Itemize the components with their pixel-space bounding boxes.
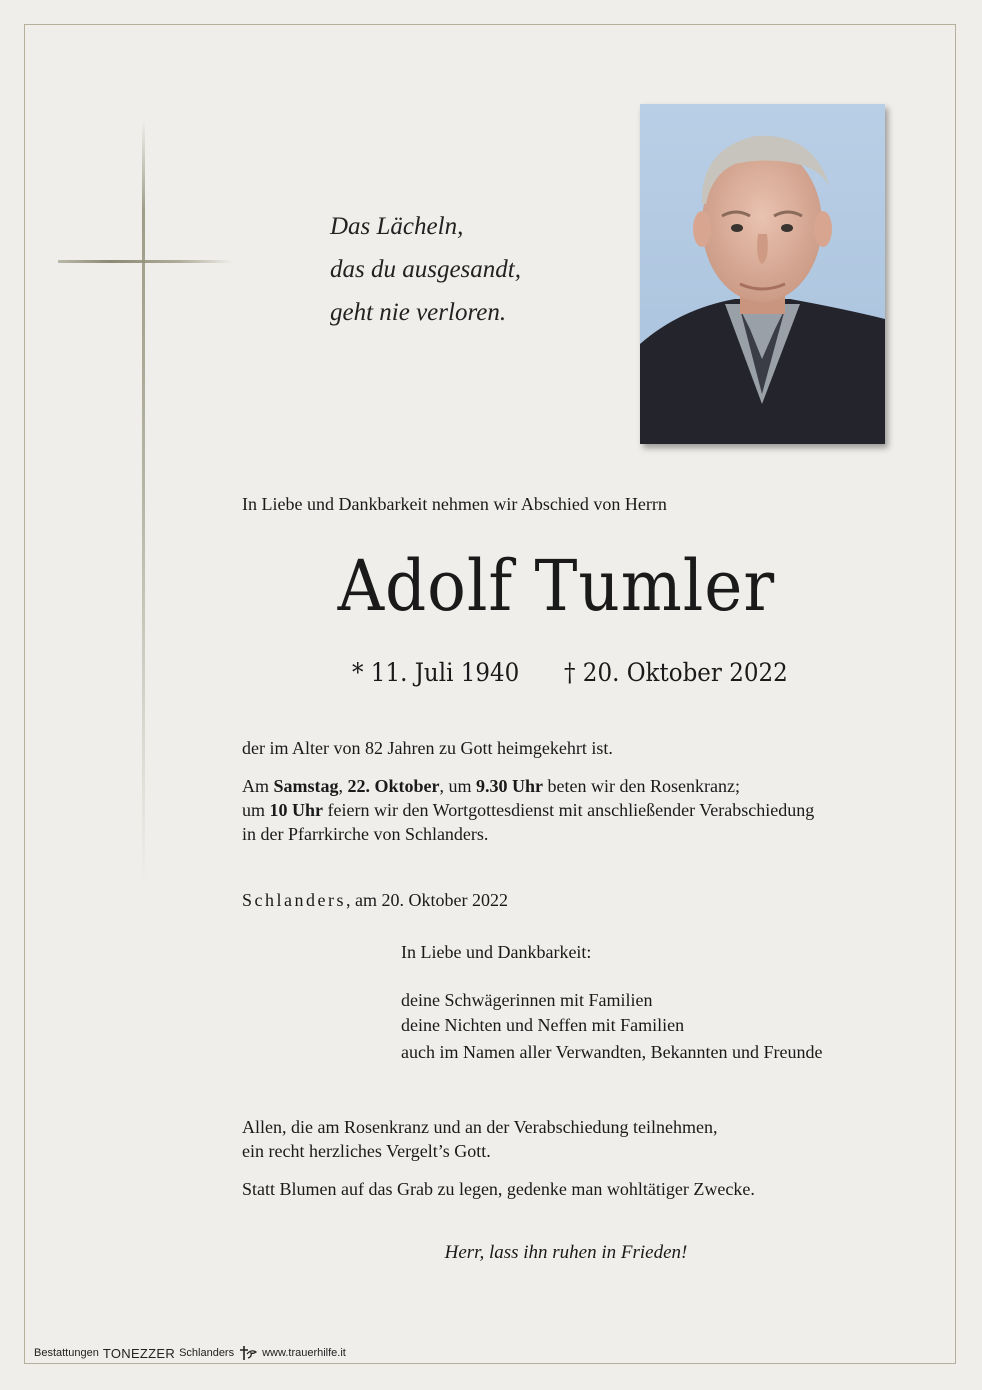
footer (34, 1345, 346, 1361)
thanks-line: ein recht herzliches Vergelt’s Gott. (242, 1141, 491, 1161)
thanks-line: Allen, die am Rosenkranz und an der Verabschiedung teilnehmen, (242, 1117, 718, 1137)
footer-town: Schlanders (179, 1347, 235, 1359)
signer-line: auch im Namen aller Verwandten, Bekannten und Freunde (401, 1042, 823, 1062)
signers-list (401, 988, 823, 1065)
quote-line: Das Lächeln, (330, 213, 464, 240)
service-line-2: um 10 Uhr feiern wir den Wortgottesdienst mit anschließender Verabschiedung (242, 800, 815, 820)
death-date: † 20. Oktober 2022 (564, 658, 788, 687)
closing-prayer: Herr, lass ihn ruhen in Frieden! (444, 1242, 688, 1263)
signer-line: deine Nichten und Neffen mit Familien (401, 1014, 685, 1035)
place-name: Schlanders (242, 890, 346, 910)
cross-horizontal-icon (58, 260, 233, 263)
footer-prefix: Bestattungen (34, 1347, 99, 1359)
cross-dove-logo-icon (238, 1345, 258, 1361)
cross-vertical-icon (142, 120, 145, 885)
place-date: Schlanders, am 20. Oktober 2022 (242, 890, 508, 910)
signer-line: deine Schwägerinnen mit Familien (401, 990, 653, 1010)
footer-website[interactable]: www.trauerhilfe.it (262, 1347, 346, 1359)
service-line-3: in der Pfarrkirche von Schlanders. (242, 824, 489, 844)
age-line: der im Alter von 82 Jahren zu Gott heimgekehrt ist. (242, 738, 613, 758)
service-info (242, 774, 814, 846)
intro-text: In Liebe und Dankbarkeit nehmen wir Abschied von Herrn (242, 494, 667, 514)
memorial-quote (330, 205, 521, 334)
thanks-line: Statt Blumen auf das Grab zu legen, gedenke man wohltätiger Zwecke. (242, 1179, 755, 1199)
birth-date: * 11. Juli 1940 (352, 658, 520, 687)
footer-brand: TONEZZER (102, 1345, 176, 1361)
deceased-name: Adolf Tumler (337, 545, 776, 627)
portrait-photo (640, 104, 885, 444)
quote-line: das du ausgesandt, (330, 256, 521, 283)
signers-heading: In Liebe und Dankbarkeit: (401, 942, 592, 962)
service-line-1: Am Samstag, 22. Oktober, um 9.30 Uhr beten wir den Rosenkranz; (242, 776, 740, 796)
quote-line: geht nie verloren. (330, 299, 507, 326)
thanks-text (242, 1115, 755, 1201)
